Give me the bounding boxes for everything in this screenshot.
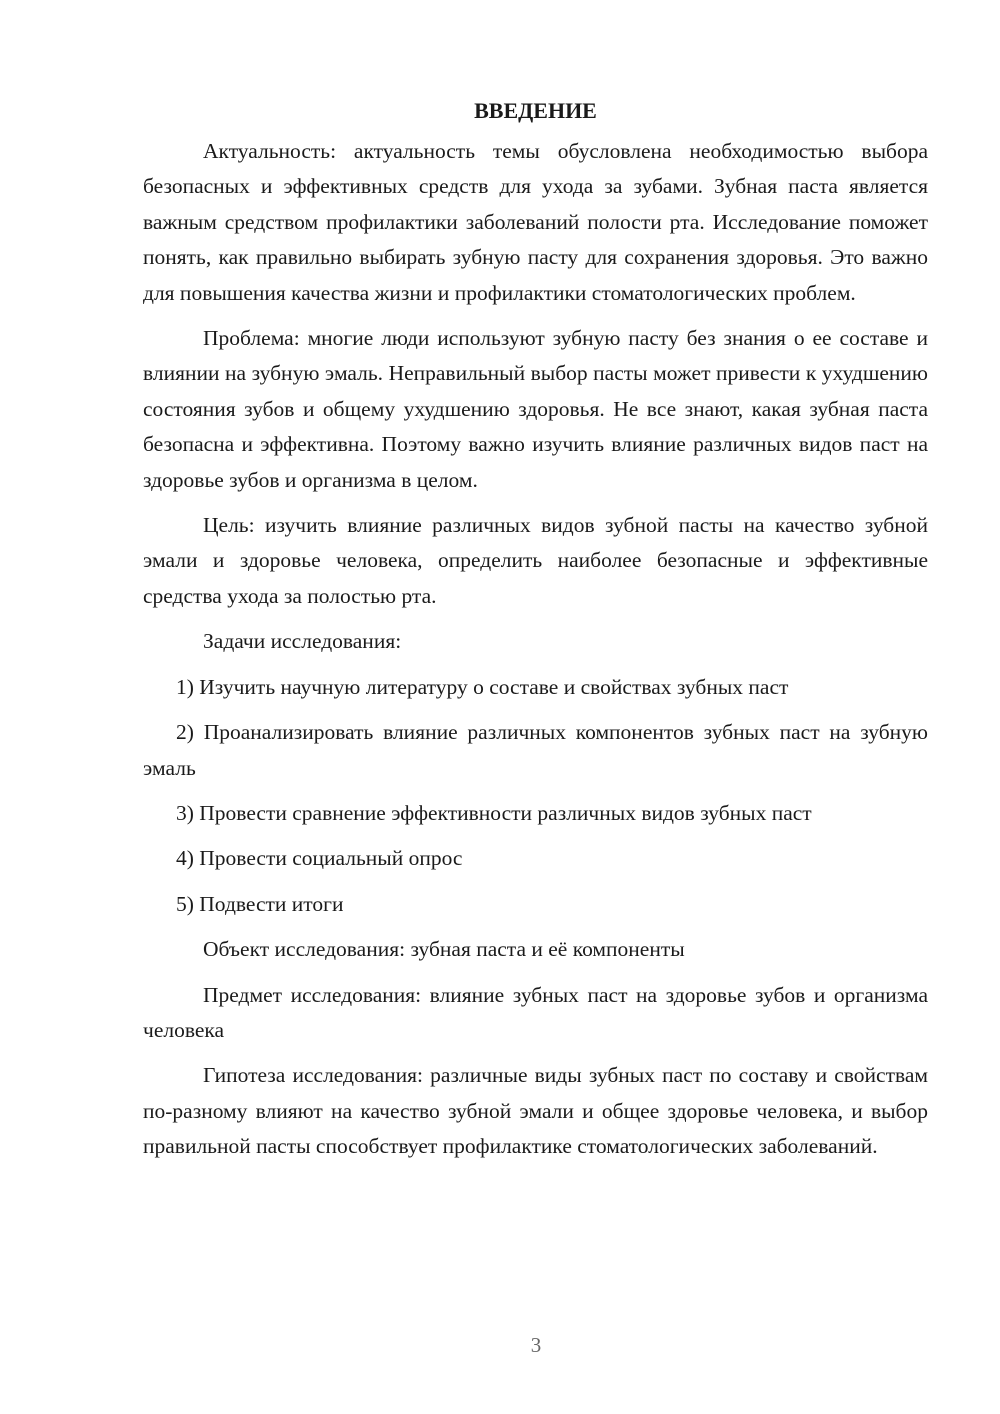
hypothesis-paragraph: Гипотеза исследования: различные виды зубных паст по составу и свойствам по-разному влияют на качество зубной эмали и общее здоровье человека, и выбор правильной пасты способствует профилактике стоматологических заболеваний. — [143, 1063, 928, 1159]
list-item: 1) Изучить научную литературу о составе и свойствах зубных паст — [176, 674, 789, 699]
object-paragraph: Объект исследования: зубная паста и её компоненты — [203, 937, 685, 962]
list-item: 5) Подвести итоги — [176, 891, 344, 916]
section-heading: ВВЕДЕНИЕ — [474, 98, 597, 123]
list-item: 2) Проанализировать влияние различных компонентов зубных паст на зубную эмаль — [143, 720, 928, 780]
page-number: 3 — [530, 1333, 542, 1357]
tasks-title: Задачи исследования: — [203, 629, 402, 654]
tasks-list — [143, 670, 928, 922]
subject-paragraph: Предмет исследования: влияние зубных паст на здоровье зубов и организма человека — [143, 982, 928, 1042]
list-item: 4) Провести социальный опрос — [176, 846, 463, 871]
goal-paragraph: Цель: изучить влияние различных видов зубной пасты на качество зубной эмали и здоровье человека, определить наиболее безопасные и эффективные средства ухода за полостью рта. — [143, 513, 928, 608]
relevance-paragraph: Актуальность: актуальность темы обусловлена необходимостью выбора безопасных и эффективных средств для ухода за зубами. Зубная паста является важным средством профилактики заболеваний полости рта. Исследование поможет понять, как правильно выбирать зубную пасту для сохранения здоровья. Это важно для повышения качества жизни и профилактики стоматологических проблем. — [143, 139, 928, 305]
problem-paragraph: Проблема: многие люди используют зубную пасту без знания о ее составе и влиянии на зубную эмаль. Неправильный выбор пасты может привести к ухудшению состояния зубов и общему ухудшению здоровья. Не все знают, какая зубная паста безопасна и эффективна. Поэтому важно изучить влияние различных видов паст на здоровье зубов и организма в целом. — [143, 326, 928, 492]
document-page — [143, 96, 928, 1175]
list-item: 3) Провести сравнение эффективности различных видов зубных паст — [176, 800, 812, 825]
